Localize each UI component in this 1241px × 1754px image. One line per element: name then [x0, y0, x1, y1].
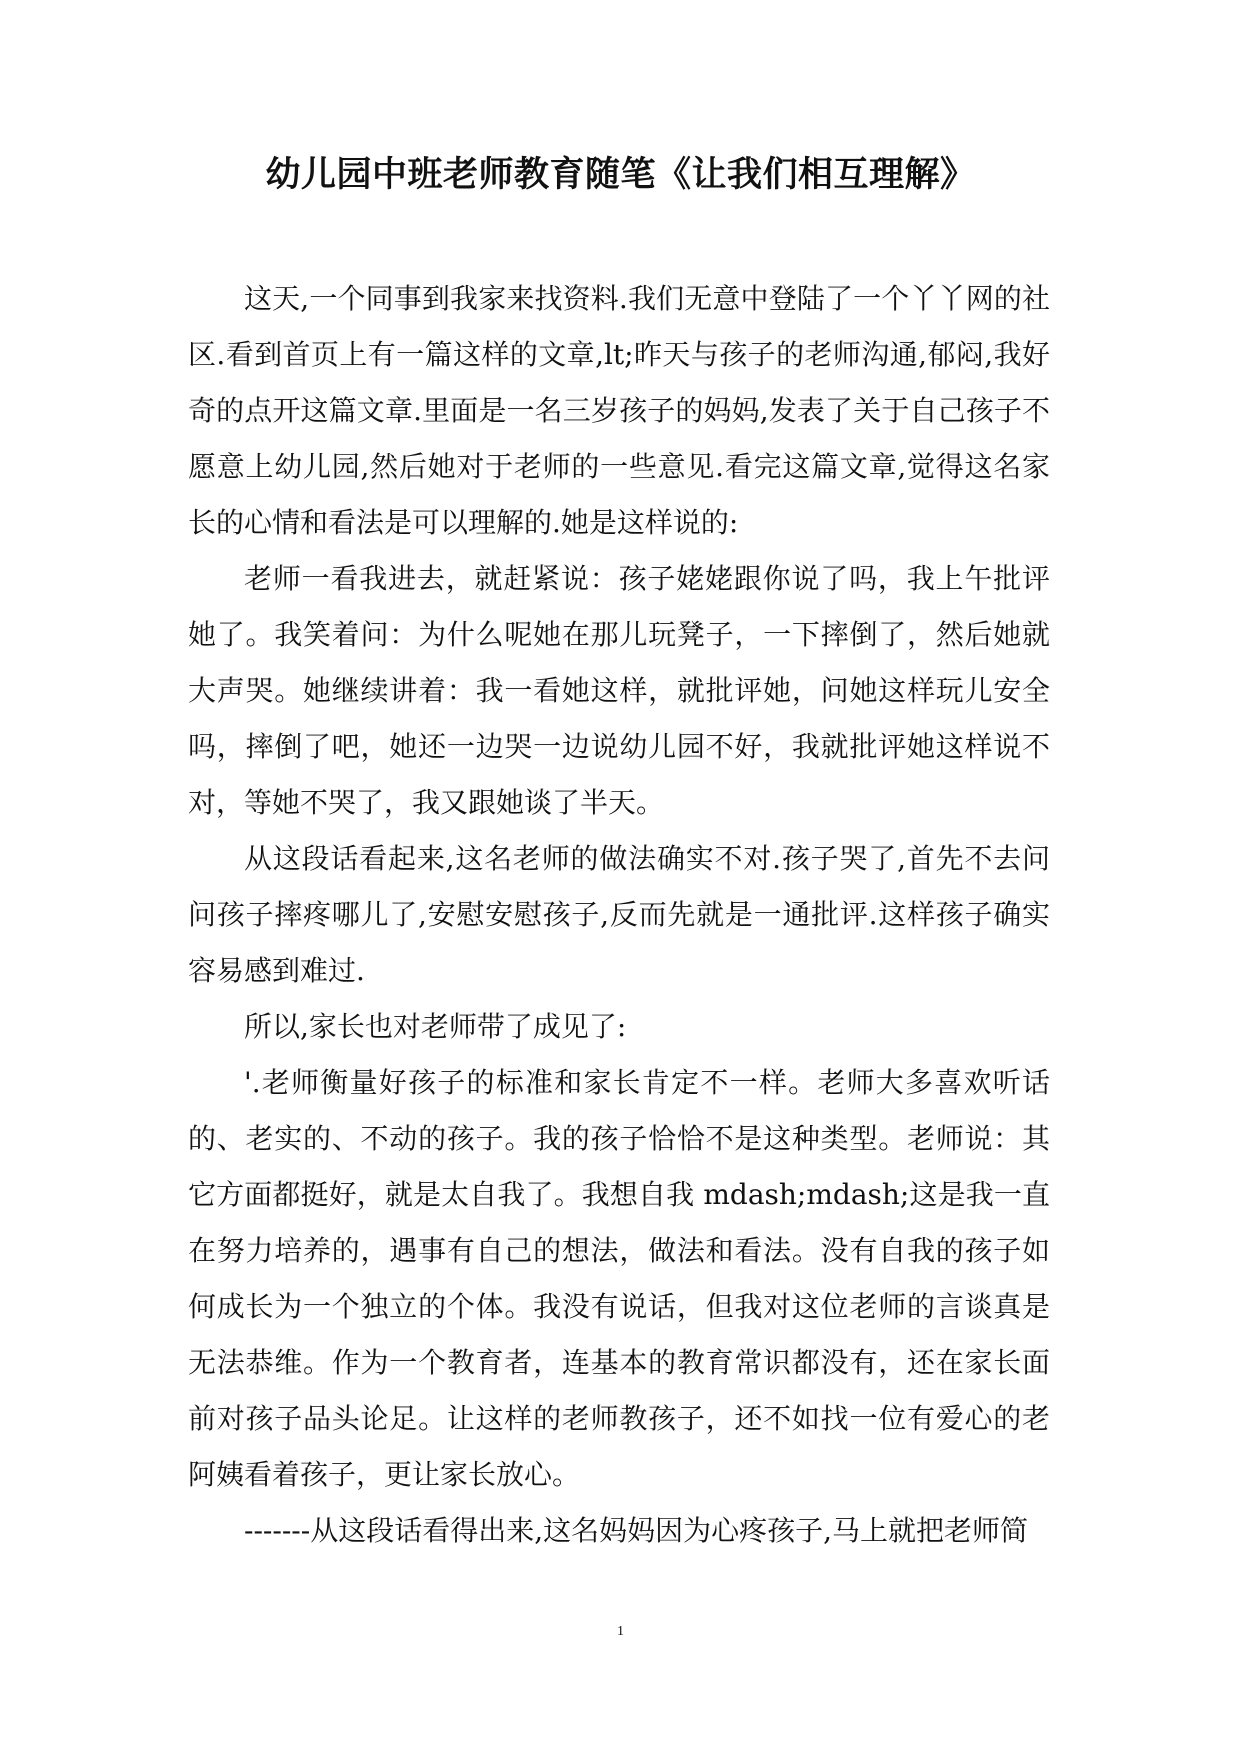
paragraph: -------从这段话看得出来,这名妈妈因为心疼孩子,马上就把老师简: [244, 1514, 1029, 1547]
paragraph: 这天,一个同事到我家来找资料.我们无意中登陆了一个丫丫网的社区.看到首页上有一篇这样的文章,lt;昨天与孩子的老师沟通,郁闷,我好奇的点开这篇文章.里面是一名三岁孩子的妈妈,发表了关于自己孩子不愿意上幼儿园,然后她对于老师的一些意见.看完这篇文章,觉得这名家长的心情和看法是可以理解的.她是这样说的:: [188, 282, 1050, 539]
page-title: 幼儿园中班老师教育随笔《让我们相互理解》: [265, 154, 976, 195]
document-body: [188, 271, 1050, 1559]
paragraph: '.老师衡量好孩子的标准和家长肯定不一样。老师大多喜欢听话的、老实的、不动的孩子。我的孩子恰恰不是这种类型。老师说：其它方面都挺好，就是太自我了。我想自我 mdash;mdash;这是我一直在努力培养的，遇事有自己的想法，做法和看法。没有自我的孩子如何成长为一个独立的个体。我没有说话，但我对这位老师的言谈真是无法恭维。作为一个教育者，连基本的教育常识都没有，还在家长面前对孩子品头论足。让这样的老师教孩子，还不如找一位有爱心的老阿姨看着孩子，更让家长放心。: [188, 1066, 1050, 1491]
paragraph: 老师一看我进去，就赶紧说：孩子姥姥跟你说了吗，我上午批评她了。我笑着问：为什么呢她在那儿玩凳子，一下摔倒了，然后她就大声哭。她继续讲着：我一看她这样，就批评她，问她这样玩儿安全吗，摔倒了吧，她还一边哭一边说幼儿园不好，我就批评她这样说不对，等她不哭了，我又跟她谈了半天。: [188, 562, 1050, 819]
page-number: 1: [617, 1624, 624, 1639]
paragraph: 从这段话看起来,这名老师的做法确实不对.孩子哭了,首先不去问问孩子摔疼哪儿了,安慰安慰孩子,反而先就是一通批评.这样孩子确实容易感到难过.: [188, 842, 1050, 987]
paragraph: 所以,家长也对老师带了成见了:: [244, 1010, 627, 1043]
